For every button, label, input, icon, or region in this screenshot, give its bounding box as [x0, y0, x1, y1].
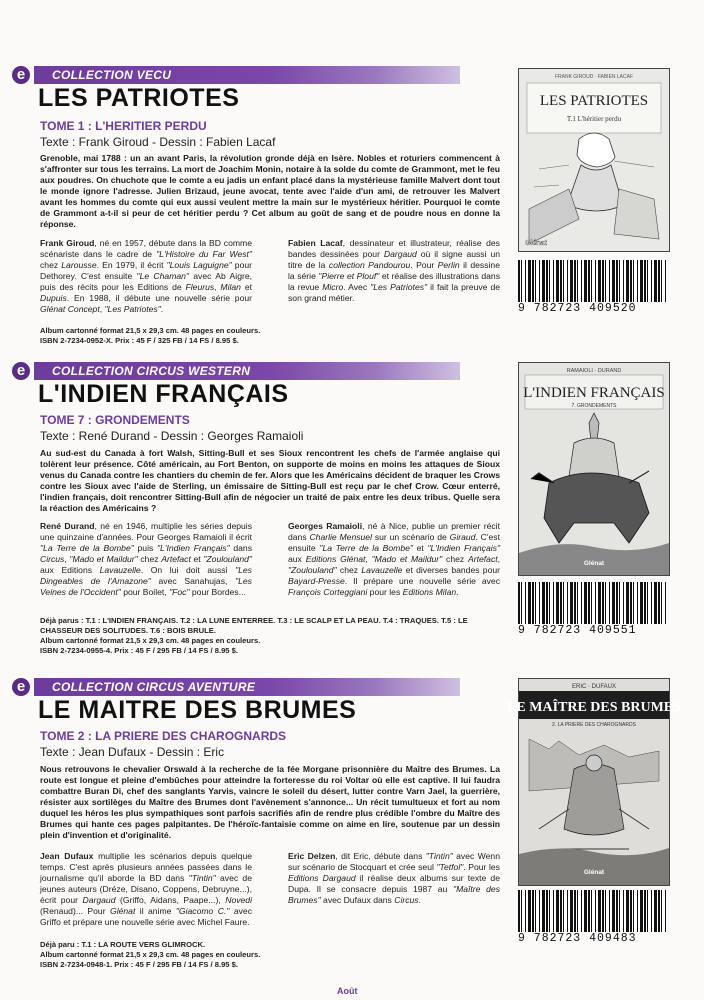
author-bio-left: Frank Giroud, né en 1957, débute dans la BD comme scénariste dans le cadre de "L'Histoire du Far West" chez Larousse. En 1979, il écrit "Louis Laguigne" pour Dethorey. C'est ensuite "Le Chaman" avec Ab Aigre, puis des récits pour les Editions de Fleurus, Milan et Dupuis. En 1988, il débute une nouvelle série pour Glénat Concept, "Les Patriotes".: [40, 238, 253, 314]
cover-title: L'INDIEN FRANÇAIS: [523, 385, 665, 401]
isbn-line: ISBN 2-7234-0952-X. Prix : 45 F / 325 FB / 14 FS / 8.95 $.: [40, 336, 239, 345]
barcode-bars: [518, 582, 668, 624]
tome-title: TOME 2 : LA PRIERE DES CHAROGNARDS: [40, 729, 287, 743]
author-bio-right: Eric Delzen, dit Eric, débute dans "Tintin" avec Wenn sur scénario de Stocquart et crée seul "Tetfol". Pour les Editions Dargaud il réalise deux albums sur texte de Dupa. Il se consacre depuis 1987 au "Maître des Brumes" avec Dufaux dans Circus.: [288, 851, 501, 905]
collection-e-icon: e: [12, 678, 30, 696]
credits: Texte : Frank Giroud - Dessin : Fabien Lacaf: [40, 135, 276, 149]
album-cover: [507, 678, 681, 886]
barcode: [518, 260, 678, 318]
author-bio-right: Georges Ramaioli, né à Nice, publie un premier récit dans Charlie Mensuel sur un scénario de Giraud. C'est ensuite "La Terre de la Bombe" et "L'Indien Français" aux Editions Glénat, "Mado et Maildur" chez Artefact, "Zoulouland" chez Lavauzelle et diverses bandes pour Bayard-Presse. Il prépare une nouvelle série avec François Corteggiani pour les Editions Milan.: [288, 521, 501, 597]
cover-title: LE MAÎTRE DES BRUMES: [507, 700, 681, 715]
cover-publisher: Glénat: [583, 560, 605, 567]
collection-label: COLLECTION CIRCUS WESTERN: [52, 364, 251, 378]
cover-authors: ERIC · DUFAUX: [571, 684, 617, 690]
author-bio-right: Fabien Lacaf, dessinateur et illustrateur, réalise des bandes dessinées pour Dargaud où il signe aussi un titre de la collection Pandourou. Pour Perlin il dessine la série "Pierre et Plouf" et réalise des illustrations dans la revue Micro. Avec "Les Patriotes" il fait la preuve de son grand métier.: [288, 238, 501, 303]
cover-publisher: Glénat: [525, 240, 547, 247]
barcode-number: 9 782723 409520: [518, 302, 637, 315]
barcode: [518, 890, 678, 948]
month-footer: Août: [337, 986, 358, 996]
series-title: LE MAITRE DES BRUMES: [38, 696, 357, 724]
album-cover: [518, 68, 670, 252]
credits: Texte : Jean Dufaux - Dessin : Eric: [40, 745, 225, 759]
already-published: Déjà parus : T.1 : L'INDIEN FRANÇAIS. T.2 : LA LUNE ENTERREE. T.3 : LE SCALP ET LA PEAU. T.4 : TRAQUES. T.5 : LE CHASSEUR DES SOLITUDES. T.6 : BOIS BRULE.: [40, 616, 468, 635]
cover-authors: RAMAIOLI · DURAND: [566, 368, 622, 374]
barcode-number: 9 782723 409483: [518, 932, 637, 945]
format-line: Album cartonné format 21,5 x 29,3 cm. 48 pages en couleurs.: [40, 326, 261, 335]
format-line: Album cartonné format 21,5 x 29,3 cm. 48 pages en couleurs.: [40, 950, 261, 959]
synopsis: Grenoble, mai 1788 : un an avant Paris, la révolution gronde déjà en Isère. Nobles et roturiers commencent à s'affronter sur tous les terrains. La mort de Joachim Monin, notaire à la solde du comte de Grammont, met le feu aux poudres. On chuchote que le comte a eu jadis un enfant placé dans la mystérieuse famille Malvert dont tout le monde ignore l'adresse. Julien Brizaud, jeune avocat, tente avec l'aide d'un ami, de retrouver les Malvert avant les hommes du comte qui eux aussi veulent mettre la main sur le mystérieux héritier. Pourquoi le comte de Grammont a-t-il si peur de cet héritier perdu ? Cet album au goût de sang et de poudre nous en donne la réponse.: [40, 153, 500, 229]
tome-title: TOME 1 : L'HERITIER PERDU: [40, 119, 207, 133]
series-title: LES PATRIOTES: [38, 84, 240, 112]
barcode: [518, 582, 678, 640]
author-bio-left: Jean Dufaux multiplie les scénarios depuis quelque temps. C'est après plusieurs années passées dans le journalisme qu'il aborde la BD dans "Tintin" avec de jeunes auteurs (Dréze, Disano, Coppens, Debruyne...), écrit pour Dargaud (Griffo, Aidans, Paape...), Novedi (Renaud)... Pour Glénat il anime "Giacomo C." avec Griffo et prépare une nouvelle série avec Michel Faure.: [40, 851, 252, 927]
synopsis: Au sud-est du Canada à fort Walsh, Sitting-Bull et ses Sioux rencontrent les chefs de l'armée anglaise qui tolèrent leur présence. Côté américain, au Fort Benton, on supporte de moins en moins les attaques de Sioux venus du Canada contre les chantiers du chemin de fer. Alors que les Américains décident de braquer les Crows contre les Sioux avec l'aide de Sterling, un émissaire de Sitting-Bull est reçu par le chef Crow. Cœur enterré, l'indien français, doit rencontrer Sitting-Bull afin de négocier un traité de paix entre les deux tribus. Quelle sera la réaction des Américains ?: [40, 448, 500, 513]
barcode-bars: [518, 890, 668, 932]
collection-label: COLLECTION VECU: [52, 68, 172, 82]
credits: Texte : René Durand - Dessin : Georges Ramaioli: [40, 429, 304, 443]
collection-e-icon: e: [12, 362, 30, 380]
series-title: L'INDIEN FRANÇAIS: [38, 380, 289, 408]
album-meta: [40, 326, 500, 346]
collection-e-icon: e: [12, 66, 30, 84]
barcode-bars: [518, 260, 668, 302]
cover-subtitle: 2. LA PRIERE DES CHAROGNARDS: [552, 722, 636, 728]
album-meta: [40, 940, 500, 970]
cover-subtitle: T.1 L'héritier perdu: [566, 115, 622, 123]
collection-label: COLLECTION CIRCUS AVENTURE: [52, 680, 256, 694]
cover-subtitle: 7. GRONDEMENTS: [571, 403, 617, 409]
cover-title: LES PATRIOTES: [539, 93, 649, 109]
tome-title: TOME 7 : GRONDEMENTS: [40, 413, 190, 427]
cover-authors: FRANK GIROUD · FABIEN LACAF: [554, 74, 634, 80]
synopsis: Nous retrouvons le chevalier Orswald à la recherche de la fée Morgane prisonnière du Maître des Brumes. La route est longue et pleine d'embûches pour atteindre la forteresse du roi Voltar où elle est captive. Il lui faudra combattre Buran Di, chef des sanglants Yarvis, vaincre le soleil du désert, lutter contre Varn Jael, la guerrière, résister aux sortilèges du Maître des Brumes dont l'avènement s'annonce... Un récit tumultueux et fort au nom duquel les héros les plus sympathiques sont parfois sacrifiés afin de rendre plus crédible l'ombre du Maître des Brumes qui hante ces pages palpitantes. De l'héroïc-fantaisie comme on aime en lire, soutenue par un dessin plein d'invention et d'originalité.: [40, 764, 500, 840]
isbn-line: ISBN 2-7234-0955-4. Prix : 45 F / 295 FB / 14 FS / 8.95 $.: [40, 646, 238, 655]
barcode-number: 9 782723 409551: [518, 624, 637, 637]
album-meta: [40, 616, 500, 656]
format-line: Album cartonné format 21,5 x 29,3 cm. 48 pages en couleurs.: [40, 636, 261, 645]
already-published: Déjà paru : T.1 : LA ROUTE VERS GLIMROCK.: [40, 940, 206, 949]
cover-publisher: Glénat: [583, 869, 605, 876]
author-bio-left: René Durand, né en 1946, multiplie les séries depuis une quinzaine d'années. Pour Georges Ramaioli il écrit "La Terre de la Bombe" puis "L'Indien Français" dans Circus, "Mado et Maildur" chez Artefact et "Zoulouland" aux Editions Lavauzelle. On lui doit aussi "Les Dingeables de l'Amazone" avec Sanahujas, "Les Veines de l'Occident" pour Boilet, "Foc" pour Bordes...: [40, 521, 252, 597]
isbn-line: ISBN 2-7234-0948-1. Prix : 45 F / 295 FB / 14 FS / 8.95 $.: [40, 960, 238, 969]
album-cover: [518, 362, 670, 576]
